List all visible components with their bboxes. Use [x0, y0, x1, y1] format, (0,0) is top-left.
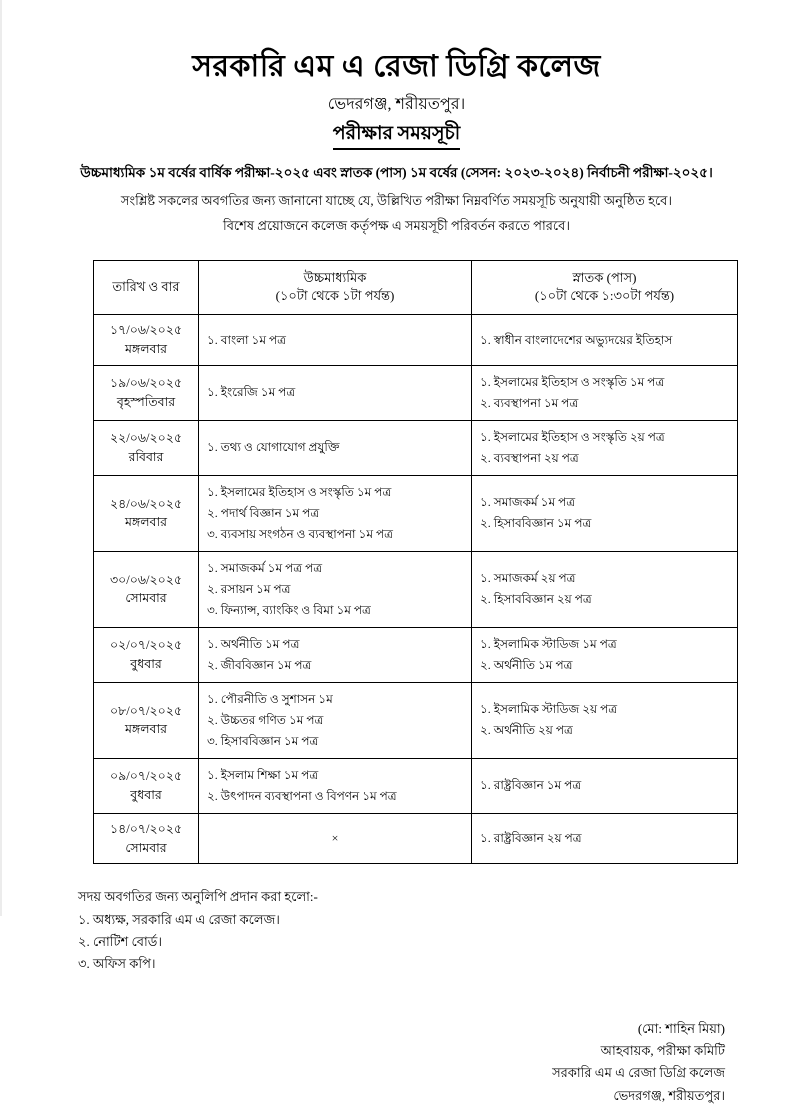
- table-row: [94, 758, 738, 813]
- table-row: [94, 551, 738, 627]
- subject-entry: ২. উচ্চতর গণিত ১ম পত্র: [207, 712, 324, 727]
- column-header-hsc: [199, 260, 472, 315]
- cell-date: [94, 813, 199, 864]
- exam-subject-line: উচ্চমাধ্যমিক ১ম বর্ষের বার্ষিক পরীক্ষা-২০২৫ এবং স্নাতক (পাস) ১ম বর্ষের (সেসন: ২০২৩-২০২৪) নির্বাচনী পরীক্ষা-২০২৫।: [80, 164, 713, 180]
- exam-date: ১৭/০৬/২০২৫: [110, 323, 182, 338]
- signatory-designation: আহবায়ক, পরীক্ষা কমিটি: [600, 1043, 725, 1059]
- exam-date: ১৯/০৬/২০২৫: [110, 376, 182, 390]
- subject-entry: ২. হিসাববিজ্ঞান ১ম পত্র: [480, 516, 592, 531]
- cell-date: [94, 682, 199, 758]
- table-row: [94, 315, 738, 366]
- subject-entry: ২. পদার্থ বিজ্ঞান ১ম পত্র: [207, 505, 320, 520]
- cell-hsc-subjects: [199, 682, 472, 758]
- distribution-item: ১. অধ্যক্ষ, সরকারি এম এ রেজা কলেজ।: [78, 911, 280, 927]
- exam-date: ০৯/০৭/২০২৫: [110, 769, 182, 783]
- subject-entry: ১. পৌরনীতি ও সুশাসন ১ম: [207, 691, 333, 706]
- exam-date: ২৪/০৬/২০২৫: [110, 496, 182, 511]
- cell-hsc-subjects: [199, 758, 472, 813]
- college-name: সরকারি এম এ রেজা ডিগ্রি কলেজ: [192, 50, 601, 83]
- exam-date: ০৮/০৭/২০২৫: [110, 703, 182, 718]
- cell-hsc-subjects: [199, 813, 472, 864]
- cell-degree-subjects: [472, 627, 738, 682]
- subject-entry: ১. রাষ্ট্রবিজ্ঞান ১ম পত্র: [480, 778, 582, 793]
- cell-degree-subjects: [472, 813, 738, 864]
- subject-entry: ১. সমাজকর্ম ১ম পত্র পত্র: [207, 560, 323, 575]
- signature-block: [0, 1018, 793, 1107]
- cell-degree-subjects: [472, 420, 738, 475]
- table-row: [94, 813, 738, 864]
- subject-entry: ১. অর্থনীতি ১ম পত্র: [207, 636, 300, 651]
- cell-date: [94, 315, 199, 366]
- exam-schedule-table: [93, 260, 738, 865]
- column-header-date: তারিখ ও বার: [94, 260, 199, 315]
- column-header-degree-time: (১০টা থেকে ১:৩০টা পর্যন্ত): [534, 288, 675, 304]
- exam-weekday: মঙ্গলবার: [124, 342, 167, 356]
- subject-entry: ২. ব্যবস্থাপনা ১ম পত্র: [480, 395, 579, 410]
- table-row: [94, 365, 738, 420]
- subject-entry: ২. হিসাববিজ্ঞান ২য় পত্র: [480, 592, 592, 607]
- subject-entry: ১. ইসলামের ইতিহাস ও সংস্কৃতি ২য় পত্র: [480, 429, 665, 444]
- cell-hsc-subjects: [199, 551, 472, 627]
- exam-date: ৩০/০৬/২০২৫: [110, 572, 182, 587]
- exam-weekday: রবিবার: [128, 449, 164, 464]
- distribution-heading: সদয় অবগতির জন্য অনুলিপি প্রদান করা হলো:-: [78, 889, 318, 905]
- subject-entry: ২. জীববিজ্ঞান ১ম পত্র: [207, 657, 312, 672]
- table-row: [94, 420, 738, 475]
- table-header: [94, 260, 738, 315]
- subject-entry: ১. ইসলামের ইতিহাস ও সংস্কৃতি ১ম পত্র: [207, 484, 392, 499]
- exam-weekday: বুধবার: [130, 656, 162, 671]
- document-header: [0, 0, 793, 236]
- subject-entry: ১. ইসলামিক স্টাডিজ ২য় পত্র: [480, 702, 618, 717]
- column-header-hsc-title: উচ্চমাধ্যমিক: [303, 269, 367, 285]
- subject-entry: ১. সমাজকর্ম ১ম পত্র: [480, 495, 576, 510]
- exam-weekday: মঙ্গলবার: [124, 722, 167, 737]
- subject-entry: ১. ইসলামিক স্টাডিজ ১ম পত্র: [480, 636, 617, 651]
- subject-entry: ১. ইসলাম শিক্ষা ১ম পত্র: [207, 767, 319, 782]
- subject-entry: ১. রাষ্ট্রবিজ্ঞান ২য় পত্র: [480, 831, 582, 845]
- no-exam-mark: ×: [331, 831, 339, 845]
- notice-line-1: সংশ্লিষ্ট সকলের অবগতির জন্য জানানো যাচ্ছে যে, উল্লিখিত পরীক্ষা নিম্নবর্ণিত সময়সূচি অনুযায়ী অনুষ্ঠিত হবে।: [120, 192, 673, 208]
- cell-degree-subjects: [472, 758, 738, 813]
- subject-entry: ১. ইংরেজি ১ম পত্র: [207, 385, 296, 400]
- column-header-degree-title: স্নাতক (পাস): [572, 269, 637, 285]
- table-header-row: [94, 260, 738, 315]
- subject-entry: ১. স্বাধীন বাংলাদেশের অভ্যুদয়ের ইতিহাস: [480, 332, 673, 347]
- distribution-items: [78, 909, 793, 976]
- signatory-institution: সরকারি এম এ রেজা ডিগ্রি কলেজ: [552, 1065, 725, 1081]
- subject-entry: ১. তথ্য ও যোগাযোগ প্রযুক্তি: [207, 440, 340, 455]
- column-header-hsc-time: (১০টা থেকে ১টা পর্যন্ত): [275, 288, 395, 304]
- cell-degree-subjects: [472, 315, 738, 366]
- cell-hsc-subjects: [199, 627, 472, 682]
- cell-date: [94, 365, 199, 420]
- exam-date: ০২/০৭/২০২৫: [110, 638, 182, 652]
- exam-weekday: বৃহস্পতিবার: [116, 394, 176, 409]
- subject-entry: ২. ব্যবস্থাপনা ২য় পত্র: [480, 450, 579, 465]
- cell-date: [94, 627, 199, 682]
- cell-date: [94, 551, 199, 627]
- signatory-name: (মো: শাহিন মিয়া): [637, 1020, 725, 1036]
- cell-degree-subjects: [472, 475, 738, 551]
- subject-entry: ১. বাংলা ১ম পত্র: [207, 332, 286, 347]
- cell-hsc-subjects: [199, 315, 472, 366]
- cell-date: [94, 420, 199, 475]
- distribution-item: ২. নোটিশ বোর্ড।: [78, 933, 162, 949]
- exam-weekday: সোমবার: [125, 840, 167, 855]
- cell-date: [94, 475, 199, 551]
- subject-entry: ১. ইসলামের ইতিহাস ও সংস্কৃতি ১ম পত্র: [480, 374, 665, 389]
- exam-weekday: মঙ্গলবার: [124, 515, 167, 530]
- table-body: [94, 315, 738, 864]
- subject-entry: ২. উৎপাদন ব্যবস্থাপনা ও বিপণন ১ম পত্র: [207, 788, 397, 803]
- cell-degree-subjects: [472, 551, 738, 627]
- table-row: [94, 475, 738, 551]
- page-title: পরীক্ষার সময়সূচী: [333, 122, 460, 150]
- column-header-degree: [472, 260, 738, 315]
- cell-degree-subjects: [472, 365, 738, 420]
- distribution-item: ৩. অফিস কপি।: [78, 956, 156, 972]
- exam-date: ১৪/০৭/২০২৫: [110, 821, 182, 836]
- cell-hsc-subjects: [199, 365, 472, 420]
- subject-entry: ১. সমাজকর্ম ২য় পত্র: [480, 571, 576, 586]
- cell-date: [94, 758, 199, 813]
- subject-entry: ২. রসায়ন ১ম পত্র: [207, 581, 291, 596]
- schedule-table-container: [93, 260, 700, 865]
- table-row: [94, 682, 738, 758]
- subject-entry: ৩. ফিন্যান্স, ব্যাংকিং ও বিমা ১ম পত্র: [207, 602, 371, 617]
- cell-hsc-subjects: [199, 420, 472, 475]
- cell-hsc-subjects: [199, 475, 472, 551]
- exam-date: ২২/০৬/২০২৫: [110, 431, 182, 445]
- exam-weekday: বুধবার: [130, 787, 162, 802]
- signatory-location: ভেদরগঞ্জ, শরীয়তপুর।: [613, 1087, 725, 1103]
- distribution-list: [0, 886, 793, 975]
- subject-entry: ২. অর্থনীতি ১ম পত্র: [480, 657, 573, 672]
- subject-entry: ৩. হিসাববিজ্ঞান ১ম পত্র: [207, 733, 319, 748]
- college-address: ভেদরগঞ্জ, শরীয়তপুর।: [327, 95, 466, 113]
- exam-weekday: সোমবার: [125, 591, 167, 606]
- subject-entry: ৩. ব্যবসায় সংগঠন ও ব্যবস্থাপনা ১ম পত্র: [207, 526, 393, 541]
- notice-line-2: বিশেষ প্রয়োজনে কলেজ কর্তৃপক্ষ এ সময়সূচী পরিবর্তন করতে পারবে।: [222, 217, 571, 233]
- cell-degree-subjects: [472, 682, 738, 758]
- page-left-edge: [0, 0, 2, 916]
- subject-entry: ২. অর্থনীতি ২য় পত্র: [480, 723, 573, 738]
- table-row: [94, 627, 738, 682]
